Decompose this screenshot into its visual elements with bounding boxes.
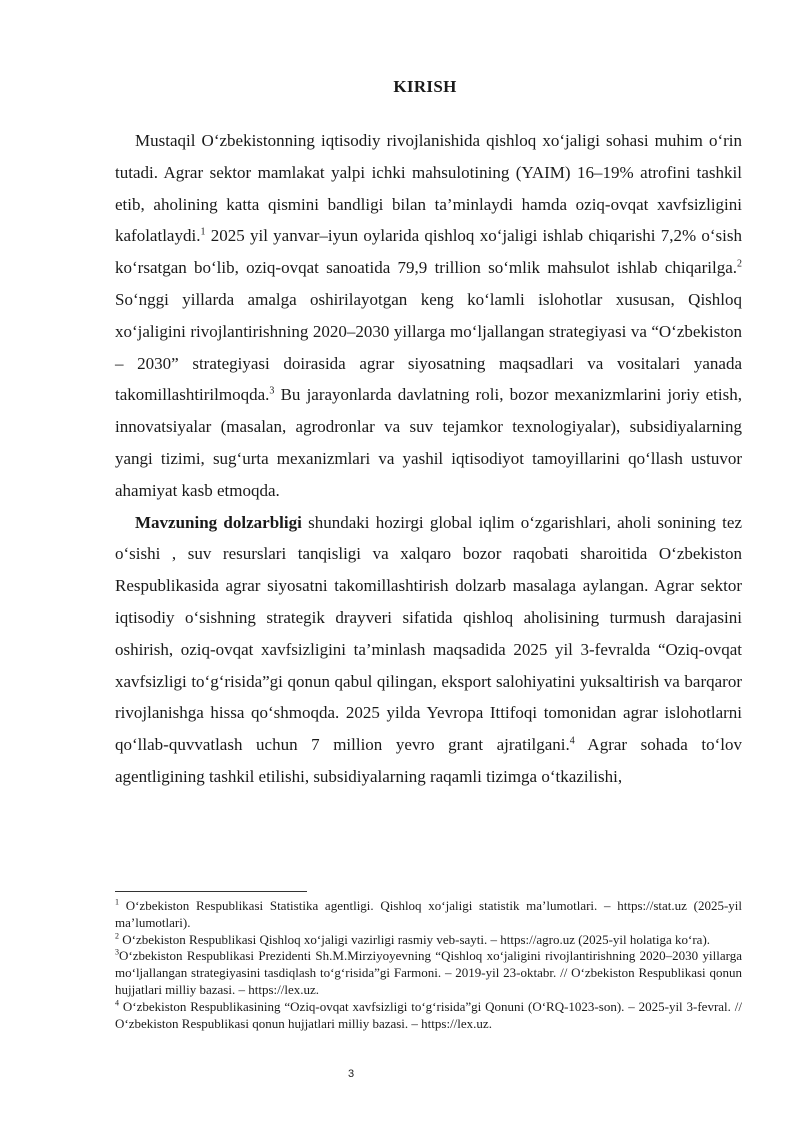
footnote-separator: [115, 891, 307, 892]
page-number: 3: [347, 1068, 355, 1080]
paragraph-text: shundaki hozirgi global iqlim o‘zgarishlari, aholi sonining tez o‘sishi , suv resurslari tanqisligi va xalqaro bozor raqobati sharoitida O‘zbekiston Respublikasida agrar siyosatni takomillashtirish dolzarb masalaga aylangan. Agrar sektor iqtisodiy o‘sishning strategik drayveri sifatida qishloq aholisining turmush darajasini oshirish, oziq-ovqat xavfsizligini ta’minlash maqsadida 2025 yil 3-fevralda “Oziq-ovqat xavfsizligi to‘g‘risida”gi qonun qabul qilingan, eksport salohiyatini yuksaltirish va barqaror rivojlanishga hissa qo‘shmoqda. 2025 yilda Yevropa Ittifoqi tomonidan agrar islohotlarni qo‘llab-quvvatlash uchun 7 million yevro grant ajratilgani.: [115, 512, 742, 755]
paragraph-text: Bu jarayonlarda davlatning roli, bozor mexanizmlarini joriy etish, innovatsiyalar (masalan, agrodronlar va suv tejamkor texnologiyalar), subsidiyalarning yangi tizimi, sug‘urta mexanizmlari va yashil iqtisodiyot tamoyillarini qo‘llash ustuvor ahamiyat kasb etmoqda.: [115, 385, 742, 500]
footnote-item: [115, 948, 742, 998]
paragraph-intro: [115, 125, 742, 507]
footnote-ref: 4: [569, 735, 575, 747]
footnote-text: O‘zbekiston Respublikasi Statistika agentligi. Qishloq xo‘jaligi statistik ma’lumotlari. – https://stat.uz (2025-yil ma’lumotlari).: [115, 898, 742, 930]
footnote-ref: 1: [200, 226, 206, 238]
footnote-mark: 2: [115, 931, 119, 941]
footnote-mark: 3: [115, 948, 119, 958]
footnote-item: [115, 898, 742, 932]
body-text: [115, 125, 742, 793]
footnote-ref: 2: [737, 258, 742, 270]
footnotes: [115, 898, 742, 1032]
footnote-text: O‘zbekiston Respublikasining “Oziq-ovqat xavfsizligi to‘g‘risida”gi Qonuni (O‘RQ-1023-son). – 2025-yil 3-fevral. // O‘zbekiston Respublikasi qonun hujjatlari milliy bazasi. – https://lex.uz.: [115, 998, 742, 1031]
footnote-text: O‘zbekiston Respublikasi Qishloq xo‘jaligi vazirligi rasmiy veb-sayti. – https://agro.uz (2025-yil holatiga ko‘ra).: [119, 931, 711, 947]
paragraph-text: Mustaqil O‘zbekistonning iqtisodiy rivojlanishida qishloq xo‘jaligi sohasi muhim o‘rin tutadi. Agrar sektor mamlakat yalpi ichki mahsulotining (YAIM) 16–19% atrofini tashkil etib, aholining katta qismini bandligi bilan ta’minlaydi hamda oziq-ovqat xavfsizligini kafolatlaydi.: [115, 131, 742, 246]
footnote-item: [115, 999, 742, 1033]
footnote-mark: 4: [115, 998, 119, 1008]
bold-lead-term: Mavzuning dolzarbligi: [135, 512, 302, 532]
paragraph-text: So‘nggi yillarda amalga oshirilayotgan keng ko‘lamli islohotlar xususan, Qishloq xo‘jaligini rivojlantirishning 2020–2030 yillarga mo‘ljallangan strategiyasi va “O‘zbekiston – 2030” strategiyasi doirasida agrar siyosatning maqsadlari va vositalari yanada takomillashtirilmoqda.: [115, 289, 742, 405]
footnote-mark: 1: [115, 897, 119, 907]
footnote-ref: 3: [269, 385, 275, 397]
paragraph-text: Agrar sohada to‘lov agentligining tashkil etilishi, subsidiyalarning raqamli tizimga o‘tkazilishi,: [115, 735, 742, 786]
paragraph-text: 2025 yil yanvar–iyun oylarida qishloq xo‘jaligi ishlab chiqarishi 7,2% o‘sish ko‘rsatgan bo‘lib, oziq-ovqat sanoatida 79,9 trillion so‘mlik mahsulot ishlab chiqarilga.: [115, 226, 742, 278]
section-heading: KIRISH: [393, 77, 457, 96]
footnote-item: [115, 932, 742, 949]
footnote-text: O‘zbekiston Respublikasi Prezidenti Sh.M.Mirziyoyevning “Qishloq xo‘jaligini rivojlantirishning 2020–2030 yillarga mo‘ljallangan strategiyasini tasdiqlash to‘g‘risida”gi Farmoni. – 2019-yil 23-oktabr. // O‘zbekiston Respublikasi qonun hujjatlari milliy bazasi. – https://lex.uz.: [115, 948, 742, 997]
paragraph-relevance: [115, 507, 742, 793]
